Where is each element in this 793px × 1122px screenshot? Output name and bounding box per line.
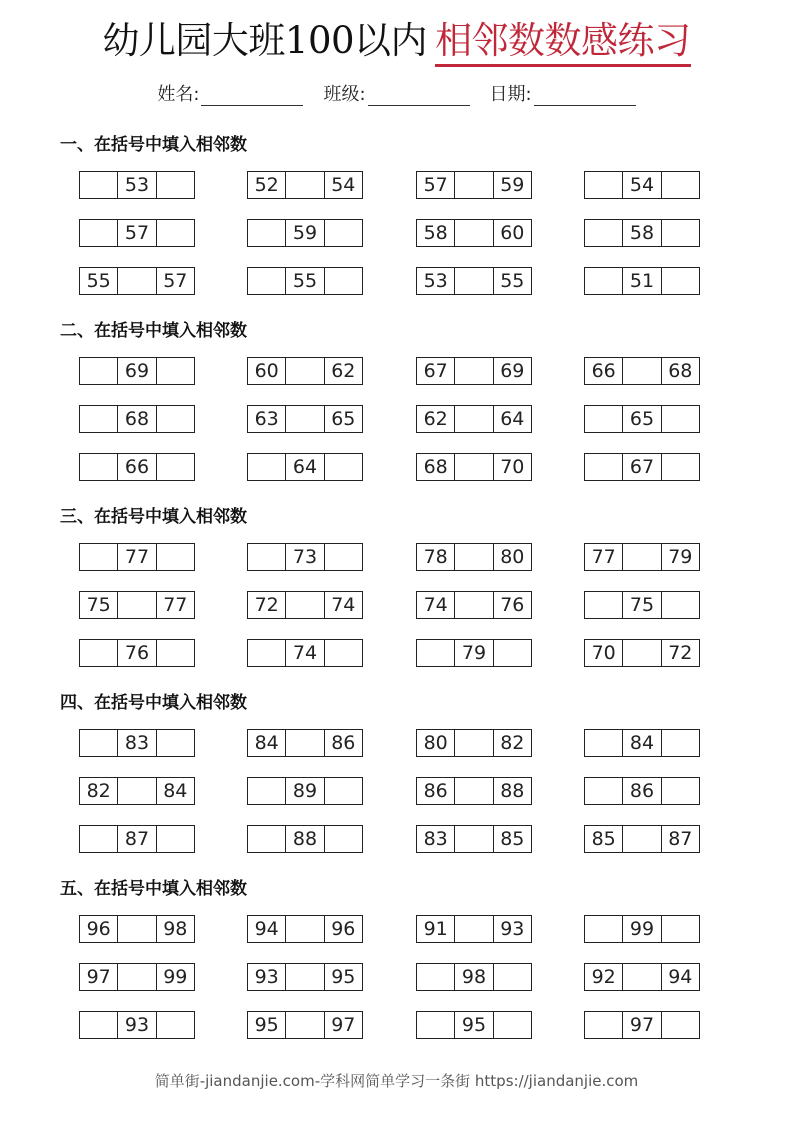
given-number-cell: 55	[286, 268, 324, 294]
given-number-cell: 80	[417, 730, 455, 756]
number-box	[247, 825, 363, 853]
date-label: 日期:	[489, 84, 532, 105]
section-title: 四、在括号中填入相邻数	[60, 693, 247, 713]
given-number-cell: 99	[157, 964, 194, 990]
given-number-cell: 62	[325, 358, 362, 384]
answer-blank-cell[interactable]	[118, 778, 156, 804]
answer-blank-cell[interactable]	[662, 172, 699, 198]
number-box	[247, 357, 363, 385]
name-blank[interactable]	[201, 85, 303, 106]
given-number-cell: 74	[286, 640, 324, 666]
answer-blank-cell[interactable]	[662, 454, 699, 480]
given-number-cell: 91	[417, 916, 455, 942]
title-accent: 相邻数数感练习	[435, 19, 691, 67]
given-number-cell: 95	[325, 964, 362, 990]
number-box	[247, 729, 363, 757]
given-number-cell: 55	[80, 268, 118, 294]
given-number-cell: 64	[286, 454, 324, 480]
number-box	[247, 267, 363, 295]
number-box	[247, 963, 363, 991]
number-box	[79, 405, 195, 433]
given-number-cell: 94	[662, 964, 699, 990]
answer-blank-cell[interactable]	[80, 358, 118, 384]
answer-blank-cell[interactable]	[455, 916, 493, 942]
number-box	[247, 453, 363, 481]
given-number-cell: 86	[325, 730, 362, 756]
answer-blank-cell[interactable]	[662, 778, 699, 804]
given-number-cell: 97	[623, 1012, 661, 1038]
answer-blank-cell[interactable]	[248, 220, 286, 246]
answer-blank-cell[interactable]	[325, 220, 362, 246]
given-number-cell: 73	[286, 544, 324, 570]
given-number-cell: 93	[248, 964, 286, 990]
given-number-cell: 99	[623, 916, 661, 942]
given-number-cell: 77	[157, 592, 194, 618]
number-box	[247, 1011, 363, 1039]
answer-blank-cell[interactable]	[623, 544, 661, 570]
answer-blank-cell[interactable]	[80, 640, 118, 666]
given-number-cell: 54	[623, 172, 661, 198]
date-field[interactable]	[490, 80, 636, 106]
number-box	[79, 453, 195, 481]
answer-blank-cell[interactable]	[286, 172, 324, 198]
given-number-cell: 95	[455, 1012, 493, 1038]
answer-blank-cell[interactable]	[286, 1012, 324, 1038]
answer-blank-cell[interactable]	[585, 406, 623, 432]
given-number-cell: 84	[157, 778, 194, 804]
answer-blank-cell[interactable]	[325, 640, 362, 666]
given-number-cell: 84	[248, 730, 286, 756]
answer-blank-cell[interactable]	[623, 826, 661, 852]
number-box	[79, 543, 195, 571]
given-number-cell: 97	[80, 964, 118, 990]
given-number-cell: 76	[118, 640, 156, 666]
given-number-cell: 75	[80, 592, 118, 618]
answer-blank-cell[interactable]	[662, 916, 699, 942]
given-number-cell: 93	[118, 1012, 156, 1038]
answer-blank-cell[interactable]	[455, 778, 493, 804]
answer-blank-cell[interactable]	[248, 640, 286, 666]
number-box	[247, 171, 363, 199]
given-number-cell: 54	[325, 172, 362, 198]
given-number-cell: 58	[417, 220, 455, 246]
number-box	[584, 405, 700, 433]
given-number-cell: 69	[118, 358, 156, 384]
given-number-cell: 85	[585, 826, 623, 852]
number-box	[247, 543, 363, 571]
given-number-cell: 89	[286, 778, 324, 804]
number-box	[416, 777, 532, 805]
number-box	[584, 219, 700, 247]
number-box	[79, 825, 195, 853]
given-number-cell: 68	[118, 406, 156, 432]
answer-blank-cell[interactable]	[325, 268, 362, 294]
number-box	[584, 915, 700, 943]
given-number-cell: 57	[157, 268, 194, 294]
answer-blank-cell[interactable]	[80, 1012, 118, 1038]
answer-blank-cell[interactable]	[585, 268, 623, 294]
number-box	[247, 591, 363, 619]
number-box	[416, 963, 532, 991]
answer-blank-cell[interactable]	[118, 916, 156, 942]
answer-blank-cell[interactable]	[286, 964, 324, 990]
answer-blank-cell[interactable]	[494, 1012, 531, 1038]
given-number-cell: 87	[118, 826, 156, 852]
answer-blank-cell[interactable]	[248, 778, 286, 804]
number-box	[416, 639, 532, 667]
answer-blank-cell[interactable]	[585, 1012, 623, 1038]
number-box	[416, 453, 532, 481]
section-title: 二、在括号中填入相邻数	[60, 321, 247, 341]
number-box	[584, 171, 700, 199]
answer-blank-cell[interactable]	[585, 220, 623, 246]
number-box	[584, 591, 700, 619]
answer-blank-cell[interactable]	[494, 964, 531, 990]
given-number-cell: 88	[494, 778, 531, 804]
answer-blank-cell[interactable]	[325, 778, 362, 804]
given-number-cell: 57	[417, 172, 455, 198]
answer-blank-cell[interactable]	[455, 826, 493, 852]
footer-watermark: 简单街-jiandanjie.com-学科网简单学习一条街 https://jiandanjie.com	[154, 1072, 639, 1090]
answer-blank-cell[interactable]	[455, 172, 493, 198]
answer-blank-cell[interactable]	[325, 454, 362, 480]
number-box	[79, 171, 195, 199]
answer-blank-cell[interactable]	[157, 358, 194, 384]
answer-blank-cell[interactable]	[286, 592, 324, 618]
answer-blank-cell[interactable]	[80, 172, 118, 198]
answer-blank-cell[interactable]	[157, 544, 194, 570]
number-box	[79, 777, 195, 805]
given-number-cell: 59	[286, 220, 324, 246]
answer-blank-cell[interactable]	[80, 454, 118, 480]
class-field[interactable]	[323, 80, 469, 106]
answer-blank-cell[interactable]	[623, 964, 661, 990]
given-number-cell: 51	[623, 268, 661, 294]
given-number-cell: 72	[662, 640, 699, 666]
given-number-cell: 78	[417, 544, 455, 570]
given-number-cell: 96	[325, 916, 362, 942]
given-number-cell: 94	[248, 916, 286, 942]
given-number-cell: 67	[417, 358, 455, 384]
answer-blank-cell[interactable]	[585, 916, 623, 942]
date-blank[interactable]	[534, 85, 636, 106]
answer-blank-cell[interactable]	[585, 454, 623, 480]
given-number-cell: 62	[417, 406, 455, 432]
answer-blank-cell[interactable]	[157, 454, 194, 480]
section-title: 一、在括号中填入相邻数	[60, 135, 247, 155]
number-box	[79, 963, 195, 991]
given-number-cell: 70	[585, 640, 623, 666]
given-number-cell: 69	[494, 358, 531, 384]
given-number-cell: 85	[494, 826, 531, 852]
given-number-cell: 97	[325, 1012, 362, 1038]
section-title: 五、在括号中填入相邻数	[60, 879, 247, 899]
answer-blank-cell[interactable]	[455, 730, 493, 756]
answer-blank-cell[interactable]	[157, 1012, 194, 1038]
number-box	[79, 357, 195, 385]
number-box	[584, 267, 700, 295]
number-box	[79, 1011, 195, 1039]
answer-blank-cell[interactable]	[494, 640, 531, 666]
answer-blank-cell[interactable]	[417, 1012, 455, 1038]
number-box	[584, 357, 700, 385]
answer-blank-cell[interactable]	[248, 454, 286, 480]
name-label: 姓名:	[157, 84, 200, 105]
number-box	[584, 639, 700, 667]
given-number-cell: 76	[494, 592, 531, 618]
given-number-cell: 58	[623, 220, 661, 246]
number-box	[247, 777, 363, 805]
given-number-cell: 88	[286, 826, 324, 852]
answer-blank-cell[interactable]	[585, 730, 623, 756]
number-box	[416, 267, 532, 295]
given-number-cell: 74	[325, 592, 362, 618]
given-number-cell: 74	[417, 592, 455, 618]
title-main: 幼儿园大班100以内	[102, 19, 428, 62]
given-number-cell: 87	[662, 826, 699, 852]
number-box	[584, 825, 700, 853]
given-number-cell: 82	[80, 778, 118, 804]
answer-blank-cell[interactable]	[286, 730, 324, 756]
given-number-cell: 83	[417, 826, 455, 852]
number-box	[584, 453, 700, 481]
answer-blank-cell[interactable]	[662, 406, 699, 432]
answer-blank-cell[interactable]	[455, 592, 493, 618]
given-number-cell: 84	[623, 730, 661, 756]
section-title: 三、在括号中填入相邻数	[60, 507, 247, 527]
given-number-cell: 83	[118, 730, 156, 756]
given-number-cell: 75	[623, 592, 661, 618]
answer-blank-cell[interactable]	[248, 268, 286, 294]
answer-blank-cell[interactable]	[662, 592, 699, 618]
answer-blank-cell[interactable]	[157, 730, 194, 756]
number-box	[247, 639, 363, 667]
given-number-cell: 53	[417, 268, 455, 294]
given-number-cell: 79	[455, 640, 493, 666]
answer-blank-cell[interactable]	[80, 406, 118, 432]
given-number-cell: 60	[248, 358, 286, 384]
answer-blank-cell[interactable]	[455, 454, 493, 480]
answer-blank-cell[interactable]	[662, 220, 699, 246]
number-box	[416, 729, 532, 757]
number-box	[416, 405, 532, 433]
answer-blank-cell[interactable]	[585, 172, 623, 198]
answer-blank-cell[interactable]	[455, 358, 493, 384]
given-number-cell: 53	[118, 172, 156, 198]
class-label: 班级:	[323, 84, 366, 105]
given-number-cell: 80	[494, 544, 531, 570]
answer-blank-cell[interactable]	[118, 268, 156, 294]
answer-blank-cell[interactable]	[118, 964, 156, 990]
answer-blank-cell[interactable]	[286, 406, 324, 432]
answer-blank-cell[interactable]	[455, 220, 493, 246]
given-number-cell: 65	[623, 406, 661, 432]
answer-blank-cell[interactable]	[118, 592, 156, 618]
answer-blank-cell[interactable]	[455, 544, 493, 570]
number-box	[416, 825, 532, 853]
given-number-cell: 66	[118, 454, 156, 480]
answer-blank-cell[interactable]	[157, 640, 194, 666]
given-number-cell: 67	[623, 454, 661, 480]
number-box	[416, 219, 532, 247]
answer-blank-cell[interactable]	[157, 172, 194, 198]
number-box	[584, 1011, 700, 1039]
given-number-cell: 68	[662, 358, 699, 384]
answer-blank-cell[interactable]	[157, 220, 194, 246]
given-number-cell: 98	[455, 964, 493, 990]
given-number-cell: 77	[118, 544, 156, 570]
number-box	[247, 405, 363, 433]
given-number-cell: 86	[417, 778, 455, 804]
student-info	[0, 80, 793, 106]
given-number-cell: 86	[623, 778, 661, 804]
given-number-cell: 96	[80, 916, 118, 942]
answer-blank-cell[interactable]	[80, 826, 118, 852]
given-number-cell: 57	[118, 220, 156, 246]
given-number-cell: 55	[494, 268, 531, 294]
given-number-cell: 95	[248, 1012, 286, 1038]
number-box	[584, 777, 700, 805]
given-number-cell: 92	[585, 964, 623, 990]
answer-blank-cell[interactable]	[80, 730, 118, 756]
worksheet-title	[0, 16, 793, 66]
answer-blank-cell[interactable]	[286, 916, 324, 942]
answer-blank-cell[interactable]	[623, 640, 661, 666]
answer-blank-cell[interactable]	[417, 964, 455, 990]
number-box	[584, 543, 700, 571]
given-number-cell: 93	[494, 916, 531, 942]
number-box	[79, 639, 195, 667]
number-box	[416, 357, 532, 385]
answer-blank-cell[interactable]	[455, 406, 493, 432]
given-number-cell: 60	[494, 220, 531, 246]
answer-blank-cell[interactable]	[585, 592, 623, 618]
name-field[interactable]	[157, 80, 303, 106]
given-number-cell: 63	[248, 406, 286, 432]
number-box	[416, 171, 532, 199]
answer-blank-cell[interactable]	[80, 220, 118, 246]
given-number-cell: 79	[662, 544, 699, 570]
number-box	[79, 267, 195, 295]
answer-blank-cell[interactable]	[455, 268, 493, 294]
number-box	[416, 543, 532, 571]
number-box	[584, 729, 700, 757]
given-number-cell: 68	[417, 454, 455, 480]
given-number-cell: 65	[325, 406, 362, 432]
given-number-cell: 52	[248, 172, 286, 198]
number-box	[247, 219, 363, 247]
answer-blank-cell[interactable]	[80, 544, 118, 570]
given-number-cell: 82	[494, 730, 531, 756]
answer-blank-cell[interactable]	[325, 826, 362, 852]
answer-blank-cell[interactable]	[325, 544, 362, 570]
number-box	[79, 729, 195, 757]
answer-blank-cell[interactable]	[662, 1012, 699, 1038]
answer-blank-cell[interactable]	[417, 640, 455, 666]
answer-blank-cell[interactable]	[157, 406, 194, 432]
given-number-cell: 77	[585, 544, 623, 570]
answer-blank-cell[interactable]	[248, 826, 286, 852]
answer-blank-cell[interactable]	[157, 826, 194, 852]
given-number-cell: 64	[494, 406, 531, 432]
answer-blank-cell[interactable]	[623, 358, 661, 384]
answer-blank-cell[interactable]	[585, 778, 623, 804]
answer-blank-cell[interactable]	[248, 544, 286, 570]
answer-blank-cell[interactable]	[286, 358, 324, 384]
given-number-cell: 66	[585, 358, 623, 384]
number-box	[79, 219, 195, 247]
given-number-cell: 59	[494, 172, 531, 198]
class-blank[interactable]	[368, 85, 470, 106]
number-box	[247, 915, 363, 943]
answer-blank-cell[interactable]	[662, 268, 699, 294]
number-box	[416, 591, 532, 619]
number-box	[416, 915, 532, 943]
given-number-cell: 98	[157, 916, 194, 942]
number-box	[79, 591, 195, 619]
given-number-cell: 70	[494, 454, 531, 480]
number-box	[79, 915, 195, 943]
given-number-cell: 72	[248, 592, 286, 618]
answer-blank-cell[interactable]	[662, 730, 699, 756]
number-box	[584, 963, 700, 991]
number-box	[416, 1011, 532, 1039]
